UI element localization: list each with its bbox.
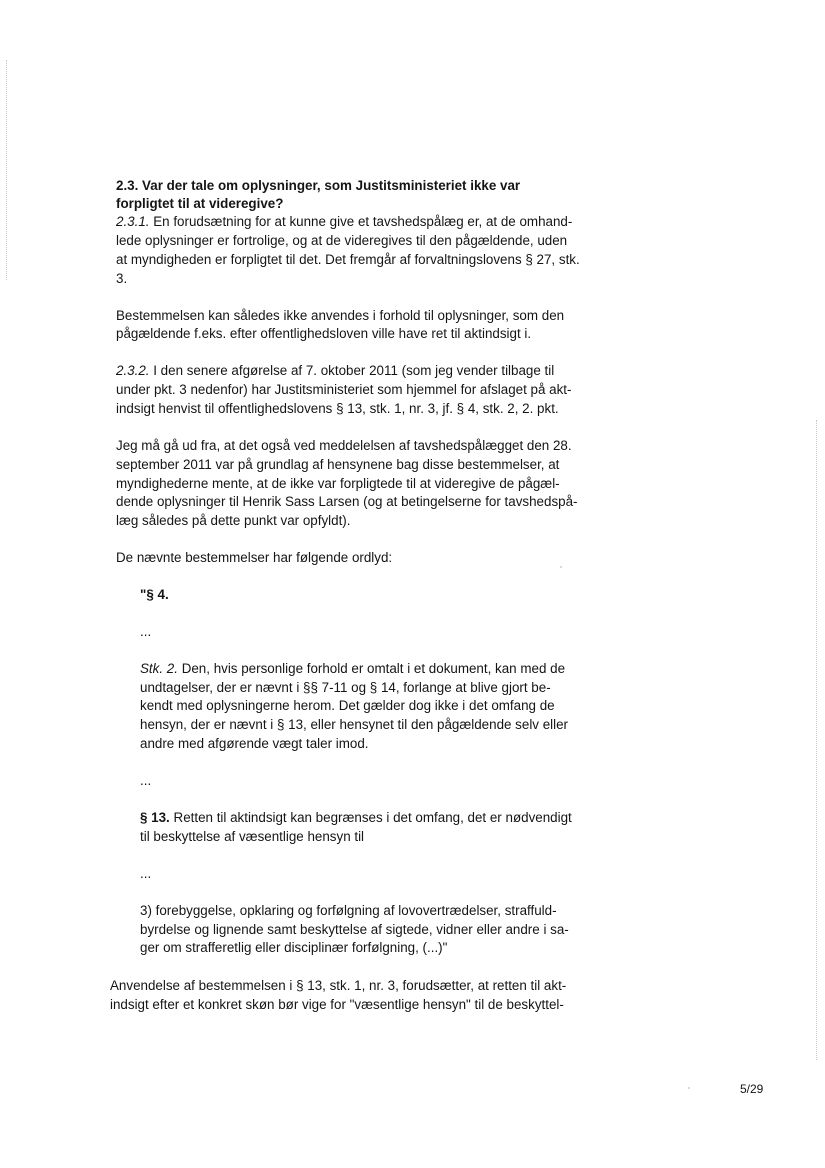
quote-ellipsis: ... [140,773,152,788]
quote-line: til beskyttelse af væsentlige hensyn til [140,829,365,844]
scan-edge-left [6,60,7,280]
quote-ellipsis: ... [140,624,152,639]
paragraph-line: 3. [116,271,128,286]
paragraph-number: 2.3.1. [116,214,150,229]
page-number: 5/29 [740,1082,764,1096]
scan-edge-right [816,420,817,1060]
scan-speck [688,1087,690,1089]
paragraph-line: dende oplysninger til Henrik Sass Larsen (og at betingelserne for tavshedspå- [116,494,578,509]
quote-ellipsis: ... [140,866,152,881]
paragraph-line: indsigt efter et konkret skøn bør vige for "væsentlige hensyn" til de beskyttel- [110,997,564,1012]
paragraph-line: under pkt. 3 nedenfor) har Justitsministeriet som hjemmel for afslaget på akt- [116,382,572,397]
quote-line: kendt med oplysningerne herom. Det gælder dog ikke i det omfang de [140,698,555,713]
section-13-label: § 13. [140,810,170,825]
paragraph-line: pågældende f.eks. efter offentlighedsloven ville have ret til aktindsigt i. [116,326,532,341]
paragraph-line: Bestemmelsen kan således ikke anvendes i forhold til oplysninger, som den [116,308,565,323]
paragraph-line: september 2011 var på grundlag af hensynene bag disse bestemmelser, at [116,457,560,472]
paragraph-line: 2.3.2. I den senere afgørelse af 7. oktober 2011 (som jeg vender tilbage til [116,363,555,378]
paragraph-line: lede oplysninger er fortrolige, og at de videregives til den pågældende, uden [116,233,568,248]
quote-line: byrdelse og lignende samt beskyttelse af sigtede, vidner eller andre i sa- [140,922,569,937]
paragraph-line: De nævnte bestemmelser har følgende ordlyd: [116,550,393,565]
scan-speck [560,566,562,568]
paragraph-line: at myndigheden er forpligtet til det. Det fremgår af forvaltningslovens § 27, stk. [116,252,580,267]
section-heading: 2.3. Var der tale om oplysninger, som Justitsministeriet ikke var [116,178,521,193]
quote-line: 3) forebyggelse, opklaring og forfølgning af lovovertrædelser, straffuld- [140,903,557,918]
quote-line: hensyn, der er nævnt i § 13, eller hensynet til den pågældende selv eller [140,717,569,732]
paragraph-line: 2.3.1. En forudsætning for at kunne give et tavshedspålæg er, at de omhand- [116,214,573,229]
paragraph-line: Jeg må gå ud fra, at det også ved meddelelsen af tavshedspålægget den 28. [116,438,572,453]
quote-line: undtagelser, der er nævnt i §§ 7-11 og § 14, forlange at blive gjort be- [140,680,551,695]
paragraph-line: Anvendelse af bestemmelsen i § 13, stk. 1, nr. 3, forudsætter, at retten til akt- [110,978,567,993]
stk-label: Stk. 2. [140,661,178,676]
quote-section-heading: "§ 4. [140,587,169,602]
paragraph-line: læg således på dette punkt var opfyldt). [116,513,351,528]
quote-line: andre med afgørende vægt taler imod. [140,736,369,751]
section-heading: forpligtet til at videregive? [116,196,284,211]
paragraph-line: indsigt henvist til offentlighedslovens § 13, stk. 1, nr. 3, jf. § 4, stk. 2, 2. pkt. [116,401,559,416]
paragraph-number: 2.3.2. [116,363,150,378]
paragraph-line: myndighederne mente, at de ikke var forpligtede til at videregive de pågæl- [116,476,560,491]
quote-line: Stk. 2. Den, hvis personlige forhold er omtalt i et dokument, kan med de [140,661,566,676]
quote-line: § 13. Retten til aktindsigt kan begrænses i det omfang, det er nødvendigt [140,810,572,825]
quote-line: ger om strafferetlig eller disciplinær forfølgning, (...)" [140,940,448,955]
